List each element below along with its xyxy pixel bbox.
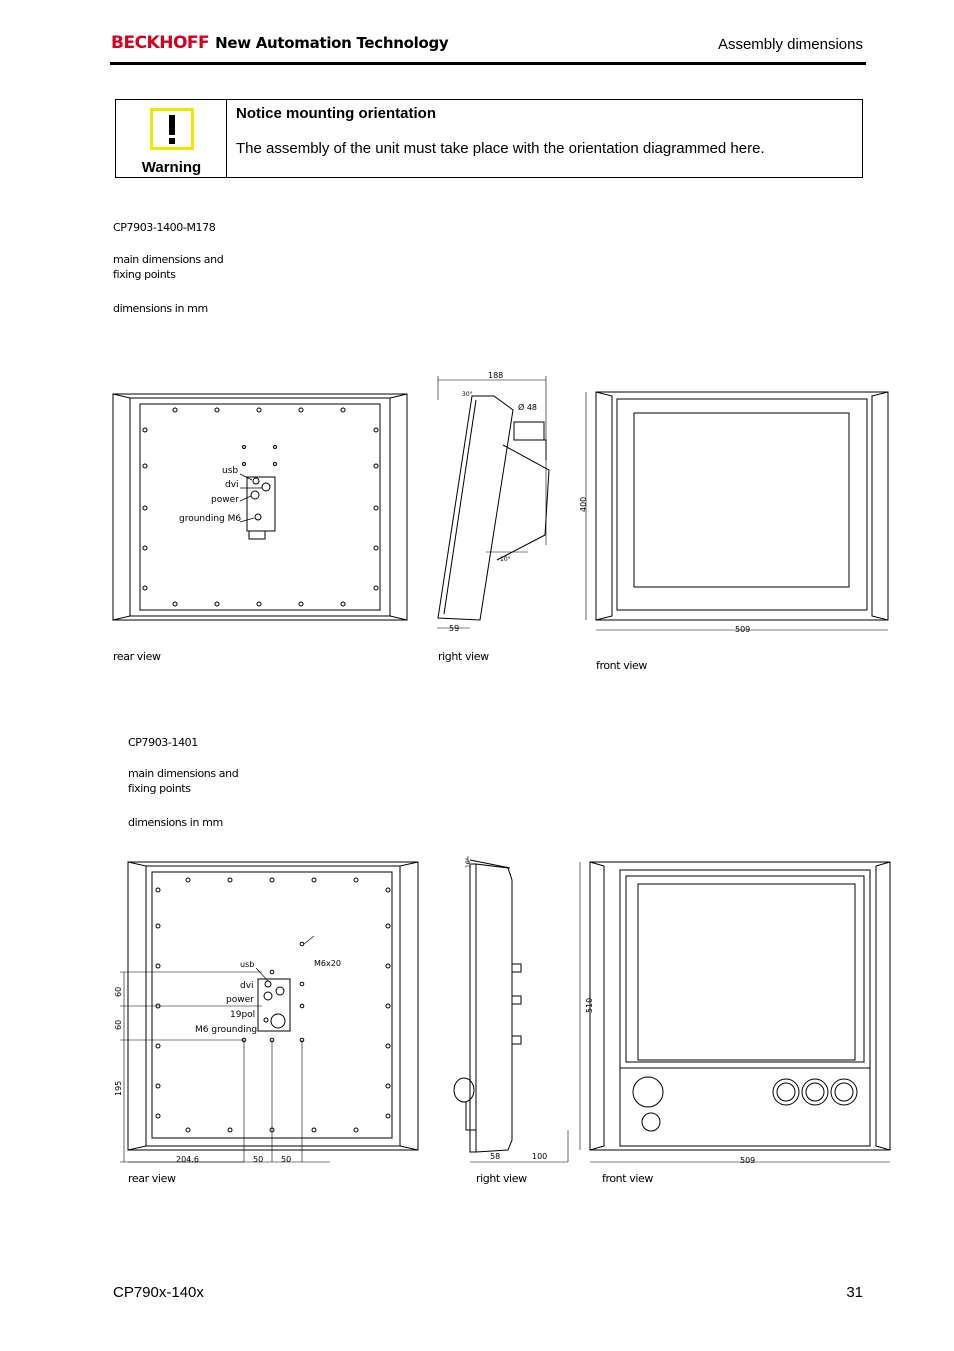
model2-front-view-drawing bbox=[580, 862, 890, 1162]
model1-units: dimensions in mm bbox=[113, 302, 208, 315]
model2-usb-label: usb bbox=[240, 960, 255, 969]
model2-right-view-drawing bbox=[454, 856, 568, 1162]
model2-power-label: power bbox=[226, 995, 254, 1005]
model2-dvi-label: dvi bbox=[240, 981, 254, 991]
warning-label: Warning bbox=[141, 159, 202, 176]
model1-desc-line2: fixing points bbox=[113, 268, 176, 281]
model1-right-view-drawing bbox=[437, 376, 549, 628]
model2-dim-d100: 100 bbox=[532, 1152, 548, 1161]
model2-dim-angle: 10° bbox=[465, 857, 472, 868]
model2-drawing bbox=[0, 840, 954, 1200]
model2-dim-height: 510 bbox=[585, 997, 594, 1013]
footer-doc-name: CP790x-140x bbox=[113, 1284, 204, 1301]
model2-front-view-label: front view bbox=[602, 1172, 653, 1185]
model1-dvi-label: dvi bbox=[225, 480, 239, 490]
brand-tagline: New Automation Technology bbox=[215, 34, 449, 52]
model2-grounding-label: M6 grounding bbox=[195, 1025, 258, 1035]
model1-dim-diameter: Ø 48 bbox=[518, 403, 538, 412]
model1-rear-view-label: rear view bbox=[113, 650, 161, 663]
footer-page-number: 31 bbox=[846, 1284, 863, 1301]
model2-dim-h2046: 204.6 bbox=[176, 1155, 199, 1164]
model2-dim-h50a: 50 bbox=[253, 1155, 264, 1164]
model1-rear-view-drawing bbox=[113, 394, 407, 620]
model2-desc-line1: main dimensions and bbox=[128, 767, 239, 780]
model2-right-view-label: right view bbox=[476, 1172, 527, 1185]
model2-dim-width: 509 bbox=[740, 1156, 756, 1165]
model1-desc-line1: main dimensions and bbox=[113, 253, 224, 266]
model1-front-view-label: front view bbox=[596, 659, 647, 672]
model1-dim-angle: 30° bbox=[462, 391, 473, 398]
model1-dim-base: 59 bbox=[449, 624, 460, 633]
warning-text: The assembly of the unit must take place with the orientation diagrammed here. bbox=[236, 140, 765, 157]
model1-dim-width: 509 bbox=[735, 625, 751, 634]
model1-dim-depth: 188 bbox=[488, 371, 504, 380]
model2-units: dimensions in mm bbox=[128, 816, 223, 829]
model1-dim-height: 400 bbox=[579, 496, 588, 512]
model2-dim-d58: 58 bbox=[490, 1152, 501, 1161]
model2-m6x20-label: M6x20 bbox=[314, 959, 341, 968]
model1-dim-tilt: 10° bbox=[500, 556, 511, 563]
brand-name: BECKHOFF bbox=[111, 33, 210, 53]
model2-name: CP7903-1401 bbox=[128, 736, 198, 749]
model2-dim-v195: 195 bbox=[114, 1080, 123, 1096]
model2-rear-view-label: rear view bbox=[128, 1172, 176, 1185]
model1-right-view-label: right view bbox=[438, 650, 489, 663]
model2-dim-h50b: 50 bbox=[281, 1155, 292, 1164]
model2-dim-v60b: 60 bbox=[114, 1019, 123, 1030]
model1-grounding-label: grounding M6 bbox=[179, 514, 242, 524]
warning-title: Notice mounting orientation bbox=[236, 105, 436, 122]
model2-pol-label: 19pol bbox=[230, 1010, 256, 1020]
section-title: Assembly dimensions bbox=[717, 36, 863, 53]
model1-power-label: power bbox=[211, 495, 239, 505]
model1-front-view-drawing bbox=[586, 392, 888, 630]
model1-usb-label: usb bbox=[222, 466, 239, 476]
model2-dim-v60a: 60 bbox=[114, 986, 123, 997]
model2-desc-line2: fixing points bbox=[128, 782, 191, 795]
model1-name: CP7903-1400-M178 bbox=[113, 221, 216, 234]
model2-desc bbox=[128, 766, 238, 796]
